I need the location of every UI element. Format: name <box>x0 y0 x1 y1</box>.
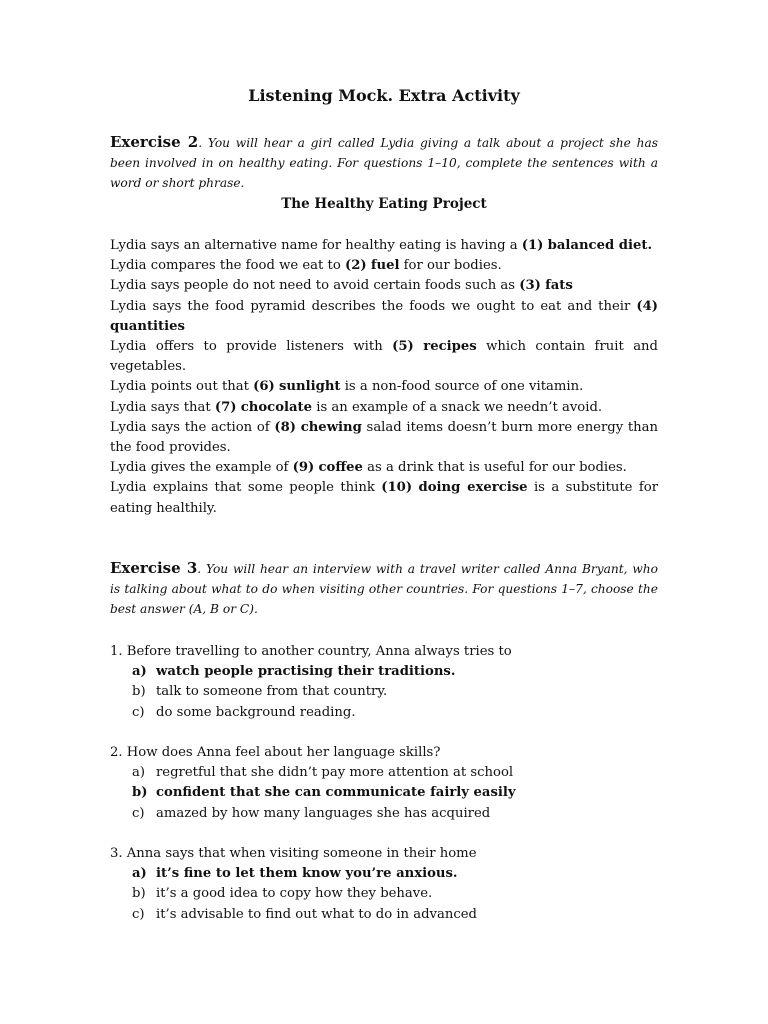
answer: balanced diet <box>547 238 648 253</box>
sentence-9: Lydia gives the example of (9) coffee as a drink that is useful for our bodies. <box>110 460 627 476</box>
option-a: a) watch people practising their traditions. <box>132 664 456 680</box>
answer: sunlight <box>278 379 341 395</box>
sentence-10: Lydia explains that some people think (10) doing exercise is a substitute for eating healthily. <box>110 480 658 516</box>
exercise-2-heading <box>110 132 658 193</box>
answer: coffee <box>318 460 363 476</box>
question-stem: 1. Before travelling to another country, Anna always tries to <box>110 644 512 659</box>
page-title: Listening Mock. Extra Activity <box>248 86 520 105</box>
option-b: b) confident that she can communicate fairly easily <box>132 785 516 801</box>
answer-number: (4) <box>636 298 658 314</box>
exercise-2-sentence-list <box>110 236 658 519</box>
answer-number: (10) <box>381 480 413 496</box>
answer: quantities <box>110 318 185 334</box>
answer-number: (9) <box>292 460 315 476</box>
answer: fuel <box>370 258 400 274</box>
question-3 <box>110 844 670 925</box>
answer: recipes <box>423 339 477 355</box>
answer-number: (6) <box>253 379 275 395</box>
option-c: c) it’s advisable to find out what to do in advanced <box>132 906 477 922</box>
answer: chocolate <box>240 399 313 415</box>
question-1 <box>110 642 670 723</box>
exercise-2-instructions: . You will hear a girl called Lydia giving a talk about a project she has been involved in on healthy eating. For questions 1–10, complete the sentences with a word or short phrase. <box>110 136 658 190</box>
option-b: b) talk to someone from that country. <box>132 684 388 700</box>
answer: chewing <box>300 419 362 435</box>
answer-number: (3) <box>519 278 541 294</box>
option-a: a) it’s fine to let them know you’re anxious. <box>132 866 458 882</box>
exercise-2-label: Exercise 2 <box>110 133 199 151</box>
answer-number: (1) <box>521 238 544 253</box>
sentence-2: Lydia compares the food we eat to (2) fuel for our bodies. <box>110 258 502 274</box>
sentence-1: Lydia says an alternative name for healthy eating is having a (1) balanced diet. <box>110 238 653 253</box>
sentence-7: Lydia says that (7) chocolate is an example of a snack we needn’t avoid. <box>110 399 603 415</box>
exercise-2-subtitle: The Healthy Eating Project <box>281 196 487 212</box>
sentence-5: Lydia offers to provide listeners with (5) recipes which contain fruit and vegetables. <box>110 339 658 375</box>
answer-number: (8) <box>274 419 296 435</box>
exercise-3-label: Exercise 3 <box>110 559 198 577</box>
answer-number: (5) <box>392 339 414 355</box>
option-a: a) regretful that she didn’t pay more attention at school <box>132 765 514 781</box>
option-c: c) amazed by how many languages she has acquired <box>132 805 491 821</box>
exercise-3-heading <box>110 558 658 619</box>
sentence-3: Lydia says people do not need to avoid certain foods such as (3) fats <box>110 278 573 294</box>
option-b: b) it’s a good idea to copy how they behave. <box>132 886 433 902</box>
exercise-3-instructions: . You will hear an interview with a travel writer called Anna Bryant, who is talking about what to do when visiting other countries. For questions 1–7, choose the best answer (A, B or C). <box>110 562 658 616</box>
answer: fats <box>545 278 573 294</box>
sentence-4: Lydia says the food pyramid describes the foods we ought to eat and their (4) quantities <box>110 298 658 334</box>
answer: doing exercise <box>418 480 528 496</box>
answer-number: (2) <box>344 258 367 274</box>
question-stem: 3. Anna says that when visiting someone in their home <box>110 846 477 861</box>
question-stem: 2. How does Anna feel about her language skills? <box>110 745 441 760</box>
question-2 <box>110 743 670 824</box>
answer-number: (7) <box>214 399 237 415</box>
option-c: c) do some background reading. <box>132 704 356 720</box>
sentence-6: Lydia points out that (6) sunlight is a non-food source of one vitamin. <box>110 379 584 395</box>
sentence-8: Lydia says the action of (8) chewing salad items doesn’t burn more energy than the food provides. <box>110 419 659 456</box>
